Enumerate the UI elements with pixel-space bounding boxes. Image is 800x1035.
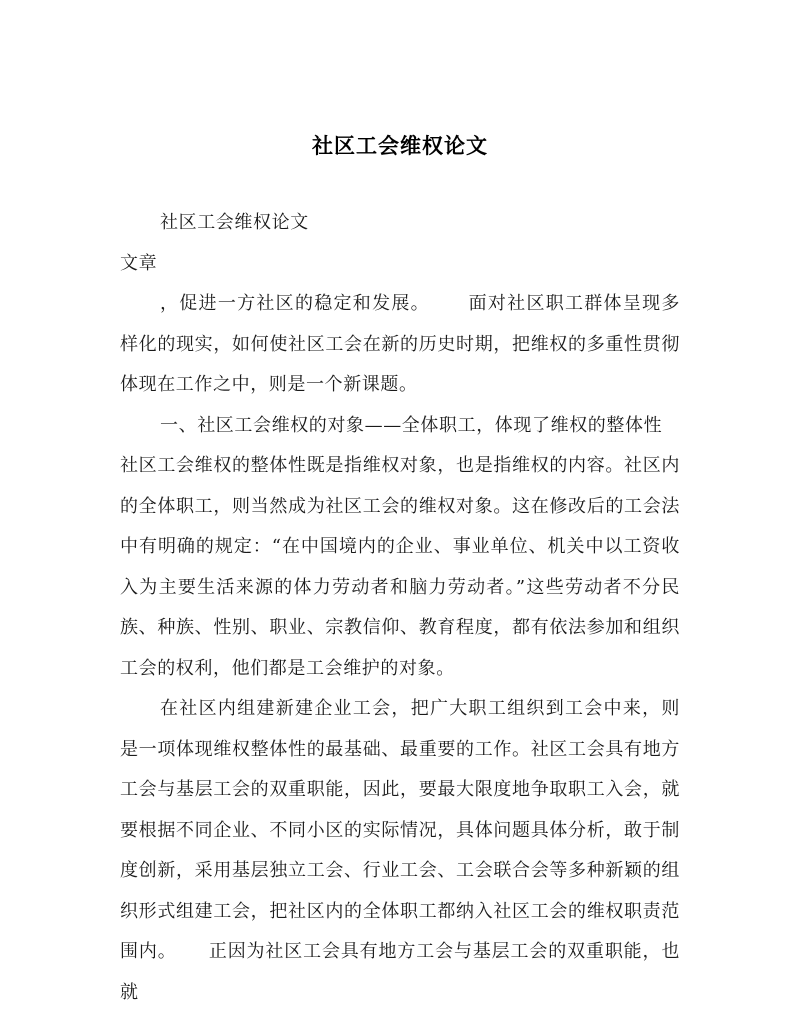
label-line: 文章 [120,252,158,274]
paragraph-1-part-b: 面对社区职工群体呈现多样化的现实，如何使社区工会在新的历史时期，把维权的多重性贯彻体现在工作之中，则是一个新课题。 [120,293,680,395]
paragraph-3-part-a: 在社区内组建新建企业工会，把广大职工组织到工会中来，则是一项体现维权整体性的最基础、最重要的工作。社区工会具有地方工会与基层工会的双重职能，因此，要最大限度地争取职工入会，就要根据不同企业、不同小区的实际情况，具体问题具体分析，敢于制度创新，采用基层独立工会、行业工会、工会联合会等多种新颖的组织形式组建工会，把社区内的全体职工都纳入社区工会的维权职责范围内。 [120,698,680,962]
paragraph-1-part-a: ，促进一方社区的稳定和发展。 [160,293,430,314]
paragraph-3 [120,689,680,1013]
paragraph-1 [120,284,680,406]
paragraph-3-part-b: 正因为社区工会具有地方工会与基层工会的双重职能，也就 [120,941,680,1003]
paragraph-2: 社区工会维权的整体性既是指维权对象，也是指维权的内容。社区内的全体职工，则当然成为社区工会的维权对象。这在修改后的工会法中有明确的规定：“在中国境内的企业、事业单位、机关中以工资收入为主要生活来源的体力劳动者和脑力劳动者。”这些劳动者不分民族、种族、性别、职业、宗教信仰、教育程度，都有依法参加和组织工会的权利，他们都是工会维护的对象。 [120,455,680,679]
subtitle-line: 社区工会维权论文 [160,212,309,233]
section-heading-1: 一、社区工会维权的对象——全体职工，体现了维权的整体性 [160,414,663,436]
document-title: 社区工会维权论文 [312,134,488,158]
document-body [120,203,680,1013]
